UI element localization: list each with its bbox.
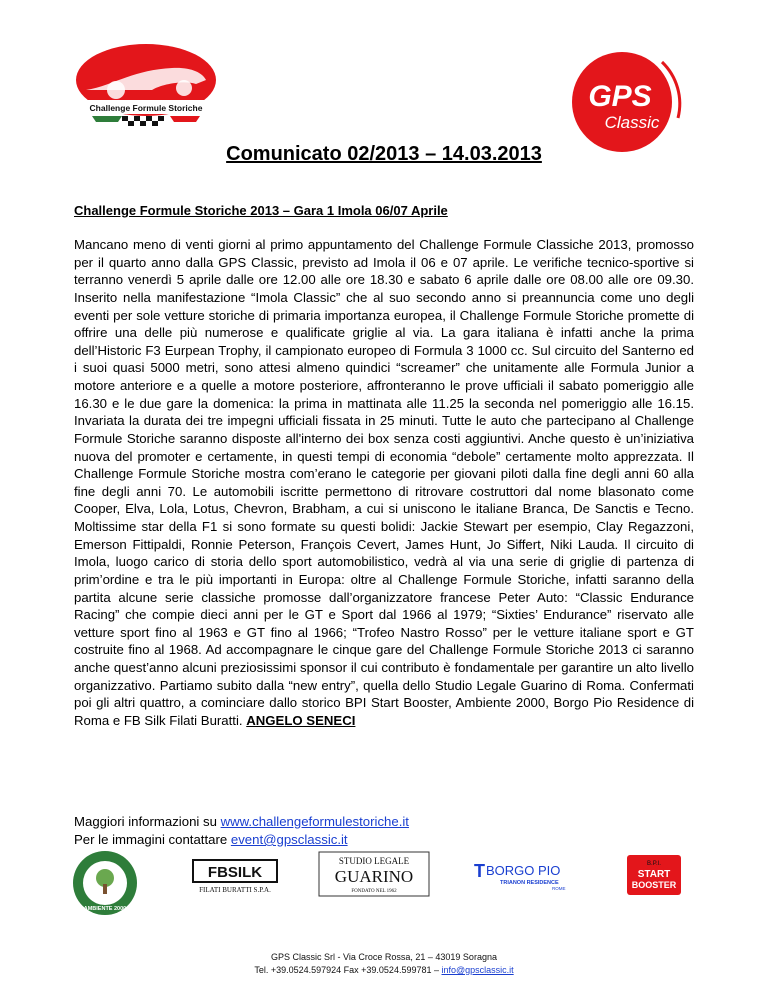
fbsilk-logo [190,858,280,898]
challenge-formule-storiche-logo [72,40,220,140]
footer-phone: Tel. +39.0524.597924 Fax +39.0524.599781 – [254,965,442,975]
ambiente-2000-logo [72,850,138,916]
bpi-start-booster-logo [623,853,685,897]
info-email-label: Per le immagini contattare [74,832,231,847]
guarino-line1: STUDIO LEGALE [338,856,410,866]
event-email-link[interactable]: event@gpsclassic.it [230,832,348,847]
classic-text: Classic [604,113,660,132]
left-logo-text: Challenge Formule Storiche [89,103,203,113]
article-paragraph: Mancano meno di venti giorni al primo appuntamento del Challenge Formule Classiche 2013, promosso per il quarto anno dalla GPS Classic, previsto ad Imola il 06 e 07 aprile. Le verifiche tecnico-sportive si terranno venerdì 5 aprile dalle ore 12.00 alle ore 18.30 e sabato 6 aprile dalle ore 08.00 alle ore 09.30. Inserito nella manifestazione “Imola Classic” che al suo secondo anno si preannuncia come uno degli eventi per sole vetture storiche di primaria importanza europea, il Challenge Formule Storiche promette di offrire una delle più numerose e qualificate griglie al via. La gara italiana è infatti anche la prima dell’Historic F3 Eurpean Trophy, il campionato europeo di Formula 3 1000 cc. Sul circuito del Santerno ed i suoi quasi 5000 metri, sono attesi almeno quindici “screamer” che unitamente alle Formula Junior a motore anteriore e a quelle a motore posteriore, affronteranno le prove ufficiali il sabato pomeriggio alle 16.30 e le due gare la domenica: la prima in mattinata alle 11.25 la seconda nel pomeriggio alle 16.15. Invariata la durata dei tre impegni ufficiali fissata in 25 minuti. Tutte le auto che partecipano al Challenge Formule Storiche saranno disposte all'interno dei box senza costi aggiuntivi. Anche questo è un’iniziativa nuova del promoter e certamente, in questi tempi di economia “debole” certamente molto apprezzata. Il Challenge Formule Storiche mostra com’erano le categorie per giovani piloti dalla fine degli anni 60 alla fine degli anni 70. Le automobili iscritte permettono di ritrovare costruttori dal nome blasonato come Cooper, Elva, Lola, Lotus, Chevron, Brabham, a cui si uniscono le italiane Branca, De Sanctis e Tecno. Moltissime star della F1 si sono formate su questi bolidi: Jackie Stewart per esempio, Clay Regazzoni, Emerson Fittipaldi, Ronnie Peterson, François Cevert, James Hunt, Jo Siffert, Niki Lauda. Il circuito di Imola, luogo carico di storia dello sport automobilistico, vedrà al via una serie di griglie di partenza di prim’ordine e tra le più importanti in Europa: oltre al Challenge Formule Storiche, infatti saranno della partita alcune serie classiche promosse dall’organizzatore francese Peter Auto: “Classic Endurance Racing” che compie dieci anni per le GT e Sport dal 1966 al 1979; “Sixties’ Endurance” riservato alle vetture sport fino al 1963 e GT fino al 1966; “Trofeo Nastro Rosso” per le vetture italiane sport e GT costruite fino al 1968. Ad accompagnare le cinque gare del Challenge Formule Storiche 2013 ci saranno anche quest’anno alcuni preziosissimi sponsor il cui contributo è fondamentale per garantire un alto livello organizzativo. Partiamo subito dalla “new entry”, quella dello Studio Legale Guarino di Roma. Confermati poi gli altri quattro, a cominciare dallo storico BPI Start Booster, Ambiente 2000, Borgo Pio Residence di Roma e FB Silk Filati Buratti. [74,237,694,728]
gps-text: GPS [588,80,652,113]
website-link[interactable]: www.challengeformulestoriche.it [220,814,409,829]
gps-classic-logo [554,48,700,156]
fbsilk-sub: FILATI BURATTI S.P.A. [199,886,271,894]
borgo-pio-logo [474,859,570,893]
article-author: ANGELO SENECI [246,712,356,728]
article-subtitle: Challenge Formule Storiche 2013 – Gara 1 Imola 06/07 Aprile [74,203,448,218]
info-website-label: Maggiori informazioni su [74,814,221,829]
fbsilk-name: FBSILK [207,864,263,881]
borgo-pio-sub2: ROME [552,886,566,891]
footer-contacts [0,964,768,977]
borgo-pio-sub1: TRIANON RESIDENCE [500,880,559,886]
bpi-line1: START [637,869,671,880]
ambiente-text: AMBIENTE 2000 [83,906,127,912]
info-line-website [74,813,409,831]
borgo-pio-mark: T [474,861,485,881]
page-title: Comunicato 02/2013 – 14.03.2013 [226,143,542,165]
guarino-line2: GUARINO [334,867,414,886]
info-line-email [74,831,409,849]
guarino-line3: FONDATO NEL 1962 [351,889,397,894]
contact-info [74,813,409,849]
article-body [74,236,694,730]
bpi-top: B.P.I. [647,861,661,867]
borgo-pio-name: BORGO PIO [486,863,561,878]
page-footer [0,951,768,977]
bpi-line2: BOOSTER [631,880,677,890]
studio-legale-guarino-logo [318,851,430,899]
footer-email-link[interactable]: info@gpsclassic.it [441,965,514,975]
footer-address: GPS Classic Srl - Via Croce Rossa, 21 – 43019 Soragna [271,952,497,962]
